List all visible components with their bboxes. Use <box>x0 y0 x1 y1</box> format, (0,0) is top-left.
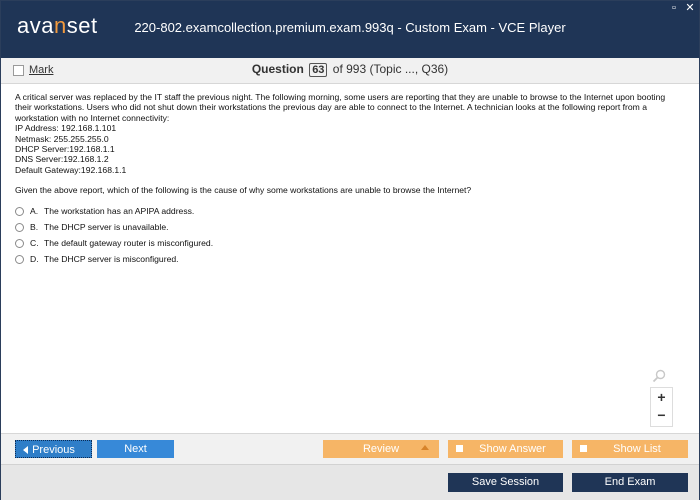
option-letter: C. <box>30 237 39 248</box>
magnifier-icon <box>652 369 666 383</box>
answer-option-b[interactable] <box>15 222 675 233</box>
question-content <box>15 92 675 265</box>
radio-button[interactable] <box>15 223 24 232</box>
arrow-left-icon <box>23 446 28 454</box>
zoom-out-button[interactable]: − <box>657 407 666 423</box>
option-text: The default gateway router is misconfigured. <box>44 237 214 248</box>
option-text: The DHCP server is unavailable. <box>44 221 169 232</box>
radio-button[interactable] <box>15 255 24 264</box>
restore-icon[interactable]: ▫ <box>672 2 676 14</box>
close-icon[interactable]: ✕ <box>685 2 695 14</box>
question-header <box>1 62 699 77</box>
radio-button[interactable] <box>15 207 24 216</box>
radio-button[interactable] <box>15 239 24 248</box>
zoom-controls <box>650 387 673 427</box>
end-exam-button[interactable]: End Exam <box>572 473 688 492</box>
arrow-up-icon <box>421 445 429 450</box>
option-text: The DHCP server is misconfigured. <box>44 253 179 264</box>
report-line: Netmask: 255.255.255.0 <box>15 133 109 144</box>
review-button[interactable]: Review <box>323 440 439 458</box>
session-bar <box>1 464 699 500</box>
show-list-button[interactable]: Show List <box>572 440 688 458</box>
checkbox-icon <box>580 445 587 452</box>
mark-label: Mark <box>29 64 54 76</box>
report-line: DHCP Server:192.168.1.1 <box>15 144 115 155</box>
option-text: The workstation has an APIPA address. <box>44 205 195 216</box>
answer-option-a[interactable] <box>15 206 675 217</box>
report-line: DNS Server:192.168.1.2 <box>15 154 109 165</box>
question-text: A critical server was replaced by the IT staff the previous night. The following morning, some users are reporting that they are unable to browse to the Internet upon booting their workstations. Users who did not shut down their workstations the previous day are able to connect to the Internet. A technician looks at the following report from a workstation with no Internet connectivity: <box>15 92 666 123</box>
next-button[interactable]: Next <box>97 440 174 458</box>
option-letter: A. <box>30 205 39 216</box>
question-prompt: Given the above report, which of the following is the cause of why some workstations are unable to browse the Internet? <box>15 185 472 196</box>
navigation-bar <box>1 433 699 465</box>
previous-button[interactable]: Previous <box>15 440 92 458</box>
zoom-in-button[interactable]: + <box>657 389 666 405</box>
show-answer-button[interactable]: Show Answer <box>448 440 563 458</box>
save-session-button[interactable]: Save Session <box>448 473 563 492</box>
title-bar <box>1 1 699 58</box>
window-title: 220-802.examcollection.premium.exam.993q - Custom Exam - VCE Player <box>134 20 566 35</box>
answer-option-d[interactable] <box>15 254 675 265</box>
avanset-logo: avanset <box>17 13 98 38</box>
question-label: Question <box>251 62 304 76</box>
window-controls <box>669 3 695 13</box>
option-letter: D. <box>30 253 39 264</box>
report-line: Default Gateway:192.168.1.1 <box>15 164 127 175</box>
report-line: IP Address: 192.168.1.101 <box>15 123 117 134</box>
checkbox-icon <box>456 445 463 452</box>
question-number[interactable]: 63 <box>309 63 327 77</box>
option-letter: B. <box>30 221 39 232</box>
question-position: of 993 (Topic ..., Q36) <box>332 62 449 76</box>
answer-option-c[interactable] <box>15 238 675 249</box>
question-toolbar <box>1 58 699 84</box>
